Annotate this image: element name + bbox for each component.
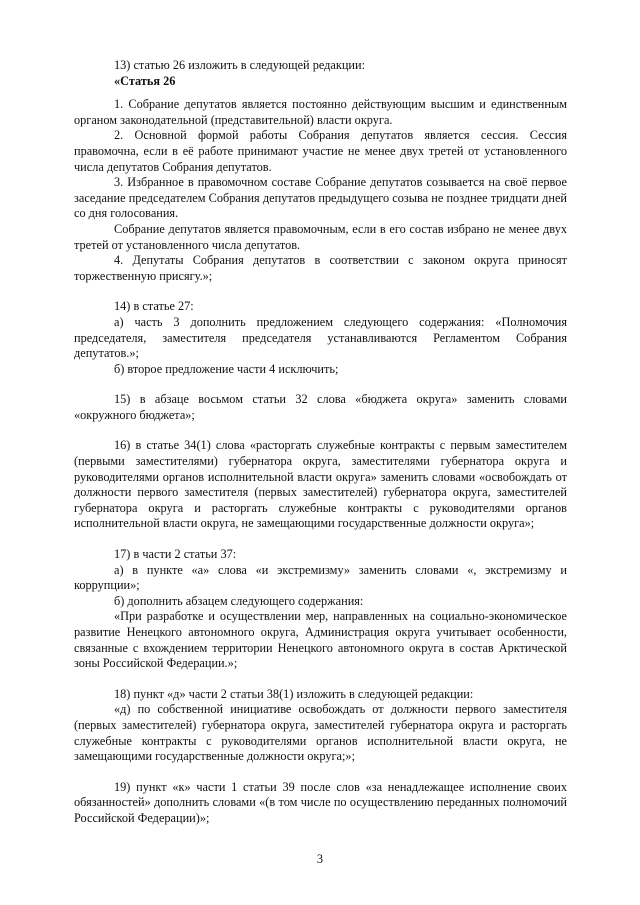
paragraph: 17) в части 2 статьи 37: — [114, 547, 237, 562]
document-body — [74, 58, 567, 827]
paragraph: 16) в статье 34(1) слова «расторгать служебные контракты с первым заместителем (первыми заместителями) губернатора округа, заместителями губернатора округа и руководителями органов исполнительной власти округа» заменить словами «освобождать от должности первого заместителя (первых заместителей) губернатора округа, заместителей губернатора округа и расторгать служебные контракты с руководителями органов исполнительной власти округа, не замещающими государственные должности округа»; — [74, 438, 567, 531]
paragraph: 1. Собрание депутатов является постоянно действующим высшим и единственным органом законодательной (представительной) власти округа. — [74, 97, 567, 127]
paragraph: 19) пункт «к» части 1 статьи 39 после слов «за ненадлежащее исполнение своих обязанностей» дополнить словами «(в том числе по осуществлению переданных полномочий Российской Федерации)»; — [74, 779, 567, 825]
paragraph: 18) пункт «д» части 2 статьи 38(1) изложить в следующей редакции: — [114, 686, 474, 701]
paragraph: а) часть 3 дополнить предложением следующего содержания: «Полномочия председателя, заместителя председателя устанавливаются Регламентом Собрания депутатов.»; — [74, 314, 567, 361]
paragraph: 2. Основной формой работы Собрания депутатов является сессия. Сессия правомочна, если в её работе принимают участие не менее двух третей от установленного числа депутатов Собрания депутатов. — [74, 128, 567, 174]
paragraph: Собрание депутатов является правомочным, если в его состав избрано не менее двух третей от установленного числа депутатов. — [74, 221, 567, 252]
paragraph: «При разработке и осуществлении мер, направленных на социально-экономическое развитие Ненецкого автономного округа, Администрация округа учитывает особенности, связанные с вхождением территории Ненецкого автономного округа в состав Арктической зоны Российской Федерации.»; — [74, 609, 567, 671]
paragraph: 14) в статье 27: — [114, 299, 194, 314]
paragraph: а) в пункте «а» слова «и экстремизму» заменить словами «, экстремизму и коррупции»; — [74, 562, 567, 593]
paragraph: «д) по собственной инициативе освобождать от должности первого заместителя (первых заместителей) губернатора округа, заместителей губернатора округа и расторгать служебные контракты с руководителями органов исполнительной власти округа, не замещающими государственные должности округа;»; — [74, 702, 567, 764]
page-number: 3 — [316, 852, 324, 866]
article-heading: «Статья 26 — [114, 73, 176, 88]
paragraph: 15) в абзаце восьмом статьи 32 слова «бюджета округа» заменить словами «окружного бюджета»; — [74, 392, 567, 422]
paragraph: 13) статью 26 изложить в следующей редакции: — [114, 58, 365, 72]
paragraph: б) второе предложение части 4 исключить; — [114, 361, 339, 376]
paragraph: б) дополнить абзацем следующего содержания: — [114, 593, 364, 608]
paragraph: 3. Избранное в правомочном составе Собрание депутатов созывается на своё первое заседание председателем Собрания депутатов предыдущего созыва не позднее тридцати дней со дня голосования. — [74, 175, 567, 221]
paragraph: 4. Депутаты Собрания депутатов в соответствии с законом округа приносят торжественную присягу.»; — [74, 253, 567, 283]
